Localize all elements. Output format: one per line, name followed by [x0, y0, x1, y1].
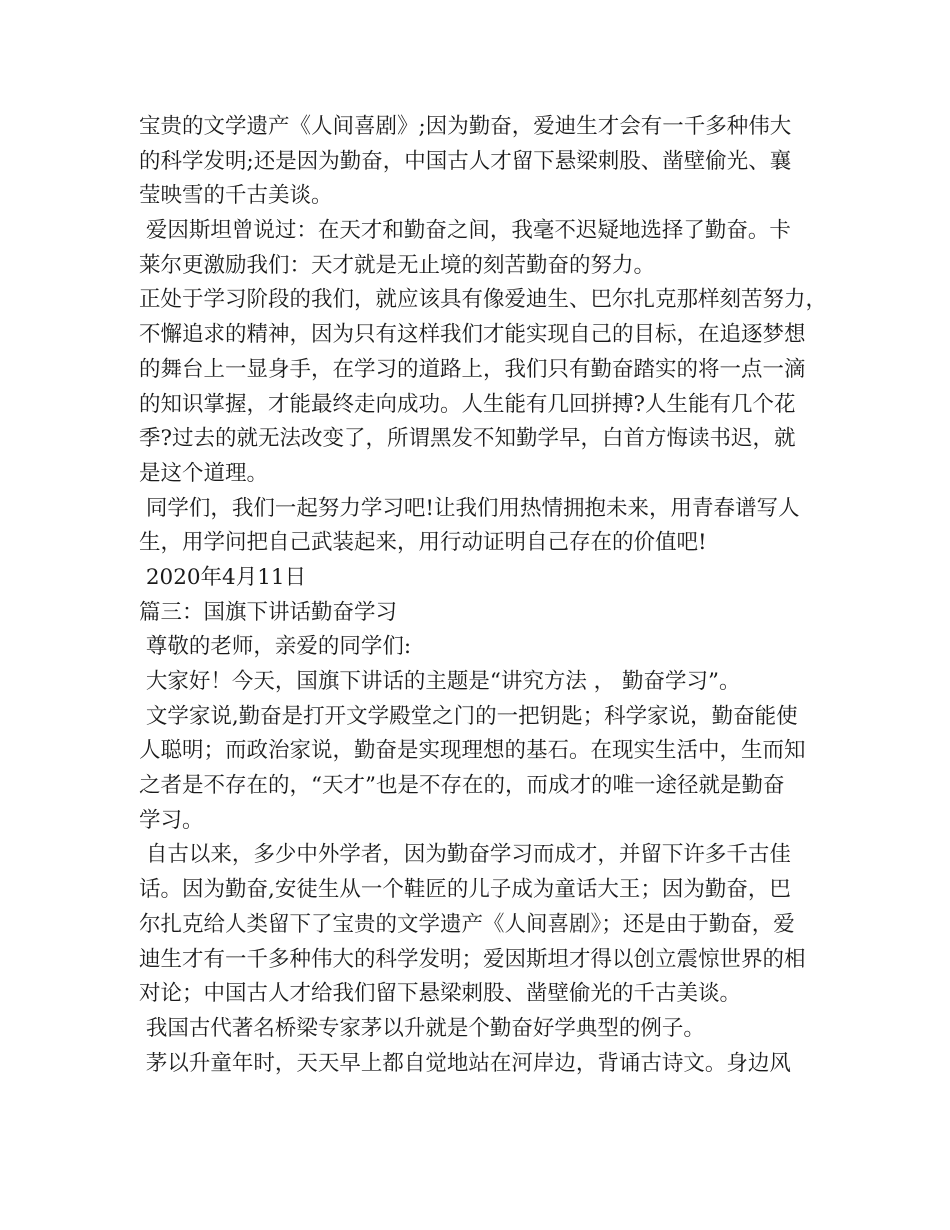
text-line: 对论；中国古人才给我们留下悬梁刺股、凿壁偷光的千古美谈。 — [139, 981, 742, 1007]
text-line: 自古以来，多少中外学者，因为勤奋学习而成才，并留下许多千古佳 — [139, 842, 791, 868]
text-line: 人聪明；而政治家说，勤奋是实现理想的基石。在现实生活中，生而知 — [139, 738, 806, 764]
text-line: 正处于学习阶段的我们，就应该具有像爱迪生、巴尔扎克那样刻苦努力， — [139, 287, 828, 313]
salutation-line: 尊敬的老师，亲爱的同学们: — [139, 634, 412, 660]
text-line: 生，用学问把自己武装起来，用行动证明自己存在的价值吧! — [139, 530, 707, 556]
text-line: 莱尔更激励我们：天才就是无止境的刻苦勤奋的努力。 — [139, 252, 656, 278]
text-line: 的知识掌握，才能最终走向成功。人生能有几回拼搏?人生能有几个花 — [139, 391, 796, 417]
text-line: 迪生才有一千多种伟大的科学发明；爱因斯坦才得以创立震惊世界的相 — [139, 946, 806, 972]
text-line: 是这个道理。 — [139, 460, 269, 486]
text-line: 学习。 — [139, 807, 204, 833]
text-line: 不懈追求的精神，因为只有这样我们才能实现自己的目标，在追逐梦想 — [139, 322, 806, 348]
text-line: 话。因为勤奋,安徒生从一个鞋匠的儿子成为童话大王；因为勤奋，巴 — [139, 877, 791, 903]
text-line: 茅以升童年时，天天早上都自觉地站在河岸边，背诵古诗文。身边风 — [139, 1050, 791, 1076]
text-line: 文学家说,勤奋是打开文学殿堂之门的一把钥匙；科学家说，勤奋能使 — [139, 703, 798, 729]
text-line: 的科学发明;还是因为勤奋，中国古人才留下悬梁刺股、凿壁偷光、襄 — [139, 148, 792, 174]
text-line: 大家好！今天，国旗下讲话的主题是“讲究方法 ， 勤奋学习”。 — [139, 669, 741, 694]
document-body — [139, 110, 828, 1081]
text-line: 莹映雪的千古美谈。 — [139, 183, 333, 209]
text-line: 季?过去的就无法改变了，所谓黑发不知勤学早，白首方悔读书迟，就 — [139, 426, 796, 452]
text-line: 之者是不存在的，“天才”也是不存在的，而成才的唯一途径就是勤奋 — [139, 773, 785, 799]
text-line: 的舞台上一显身手，在学习的道路上，我们只有勤奋踏实的将一点一滴 — [139, 356, 806, 382]
date-line: 2020年4月11日 — [139, 564, 307, 590]
text-line: 宝贵的文学遗产《人间喜剧》;因为勤奋，爱迪生才会有一千多种伟大 — [139, 114, 792, 139]
text-line: 我国古代著名桥梁专家茅以升就是个勤奋好学典型的例子。 — [139, 1015, 705, 1041]
text-line: 尔扎克给人类留下了宝贵的文学遗产《人间喜剧》；还是由于勤奋，爱 — [139, 911, 795, 937]
text-line: 爱因斯坦曾说过：在天才和勤奋之间，我毫不迟疑地选择了勤奋。卡 — [139, 218, 791, 244]
text-line: 同学们，我们一起努力学习吧!让我们用热情拥抱未来，用青春谱写人 — [139, 495, 800, 521]
section-heading: 篇三：国旗下讲话勤奋学习 — [139, 599, 398, 625]
